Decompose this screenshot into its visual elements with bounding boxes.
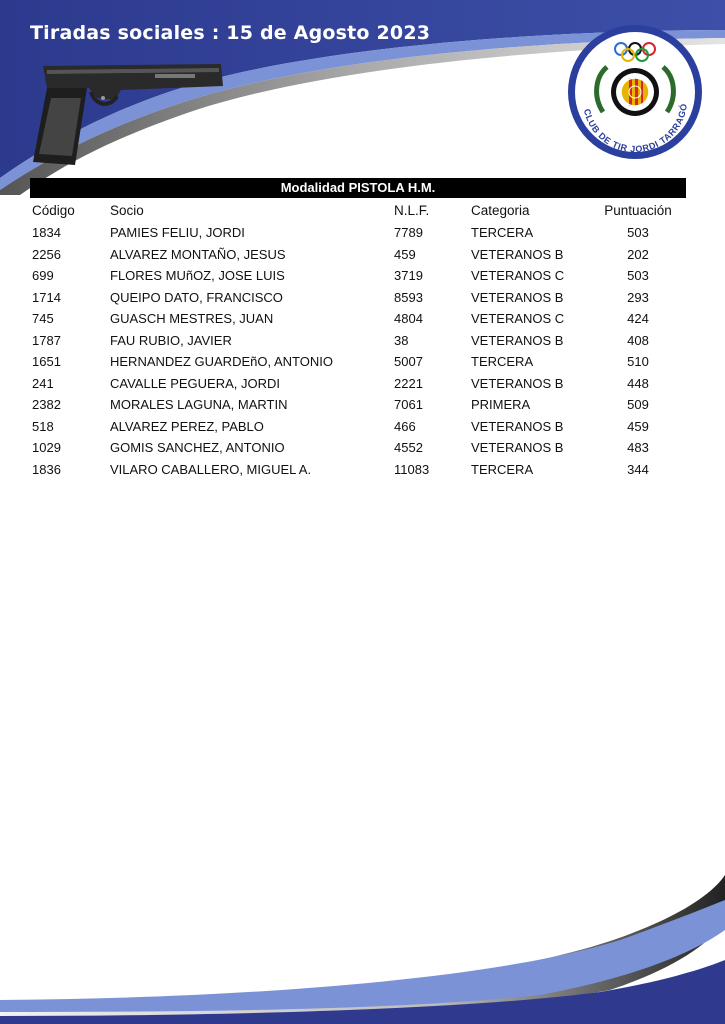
cell-puntuacion: 408	[627, 332, 649, 348]
table-row	[30, 459, 686, 481]
table-row	[30, 373, 686, 395]
cell-socio: PAMIES FELIU, JORDI	[110, 225, 245, 240]
cell-categoria: VETERANOS C	[471, 311, 565, 326]
cell-socio: GOMIS SANCHEZ, ANTONIO	[110, 440, 285, 455]
cell-nlf: 4804	[394, 311, 423, 326]
cell-socio: FAU RUBIO, JAVIER	[110, 332, 232, 348]
cell-categoria: PRIMERA	[471, 397, 531, 412]
cell-codigo: 518	[32, 418, 54, 434]
club-logo	[565, 22, 705, 162]
modalidad-header: Modalidad PISTOLA H.M.	[30, 178, 686, 198]
cell-nlf: 8593	[394, 289, 423, 305]
cell-codigo: 1834	[32, 225, 61, 240]
table-row	[30, 351, 686, 373]
cell-categoria: VETERANOS B	[471, 246, 564, 262]
cell-nlf: 459	[394, 246, 416, 262]
cell-socio: ALVAREZ MONTAÑO, JESUS	[110, 246, 286, 262]
cell-puntuacion: 424	[627, 311, 649, 326]
cell-codigo: 241	[32, 375, 54, 391]
cell-nlf: 5007	[394, 354, 423, 369]
table-header-row	[30, 200, 686, 222]
cell-puntuacion: 448	[627, 375, 649, 391]
cell-codigo: 1029	[32, 440, 61, 455]
cell-nlf: 11083	[394, 461, 430, 477]
cell-categoria: VETERANOS B	[471, 332, 564, 348]
results-table	[30, 200, 686, 480]
cell-socio: QUEIPO DATO, FRANCISCO	[110, 289, 283, 305]
header-nlf: N.L.F.	[394, 203, 430, 218]
table-row	[30, 394, 686, 416]
page-title: Tiradas sociales : 15 de Agosto 2023	[30, 22, 431, 44]
table-row	[30, 437, 686, 459]
cell-puntuacion: 202	[627, 246, 649, 262]
results-section	[30, 178, 686, 480]
cell-socio: MORALES LAGUNA, MARTIN	[110, 397, 288, 412]
cell-nlf: 466	[394, 418, 416, 434]
cell-puntuacion: 459	[627, 418, 649, 434]
table-row	[30, 222, 686, 244]
cell-nlf: 7061	[394, 397, 423, 412]
cell-categoria: TERCERA	[471, 461, 534, 477]
cell-puntuacion: 509	[627, 397, 649, 412]
header-categoria: Categoria	[471, 203, 530, 218]
cell-codigo: 1714	[32, 289, 61, 305]
table-row	[30, 244, 686, 266]
header-codigo: Código	[32, 203, 75, 218]
cell-categoria: TERCERA	[471, 225, 534, 240]
cell-categoria: VETERANOS B	[471, 375, 564, 391]
cell-nlf: 38	[394, 332, 409, 348]
cell-puntuacion: 503	[627, 268, 649, 283]
table-row	[30, 287, 686, 309]
cell-puntuacion: 483	[627, 440, 649, 455]
cell-nlf: 3719	[394, 268, 423, 283]
cell-socio: FLORES MUñOZ, JOSE LUIS	[110, 268, 285, 283]
cell-socio: ALVAREZ PEREZ, PABLO	[110, 418, 264, 434]
cell-puntuacion: 510	[627, 354, 649, 369]
cell-codigo: 745	[32, 311, 54, 326]
cell-nlf: 4552	[394, 440, 423, 455]
table-row	[30, 416, 686, 438]
cell-categoria: VETERANOS B	[471, 440, 564, 455]
cell-nlf: 7789	[394, 225, 423, 240]
pistol-image	[25, 60, 230, 170]
cell-codigo: 1651	[32, 354, 61, 369]
header-puntuacion: Puntuación	[604, 203, 672, 218]
cell-categoria: VETERANOS B	[471, 289, 564, 305]
cell-codigo: 2382	[32, 397, 61, 412]
cell-puntuacion: 503	[627, 225, 649, 240]
cell-puntuacion: 293	[627, 289, 649, 305]
cell-codigo: 699	[32, 268, 54, 283]
table-row	[30, 308, 686, 330]
cell-codigo: 2256	[32, 246, 61, 262]
cell-socio: GUASCH MESTRES, JUAN	[110, 311, 274, 326]
cell-puntuacion: 344	[627, 461, 649, 477]
logo-text: CLUB DE TIR JORDI TARRAGÓ	[581, 102, 689, 155]
cell-categoria: VETERANOS B	[471, 418, 564, 434]
cell-codigo: 1787	[32, 332, 61, 348]
cell-nlf: 2221	[394, 375, 423, 391]
cell-socio: HERNANDEZ GUARDEñO, ANTONIO	[110, 354, 333, 369]
cell-socio: CAVALLE PEGUERA, JORDI	[110, 375, 281, 391]
cell-codigo: 1836	[32, 461, 61, 477]
table-row	[30, 265, 686, 287]
footer-swoosh	[0, 860, 725, 1024]
cell-socio: VILARO CABALLERO, MIGUEL A.	[110, 461, 312, 477]
header-socio: Socio	[110, 203, 144, 218]
cell-categoria: VETERANOS C	[471, 268, 565, 283]
cell-categoria: TERCERA	[471, 354, 534, 369]
table-row	[30, 330, 686, 352]
